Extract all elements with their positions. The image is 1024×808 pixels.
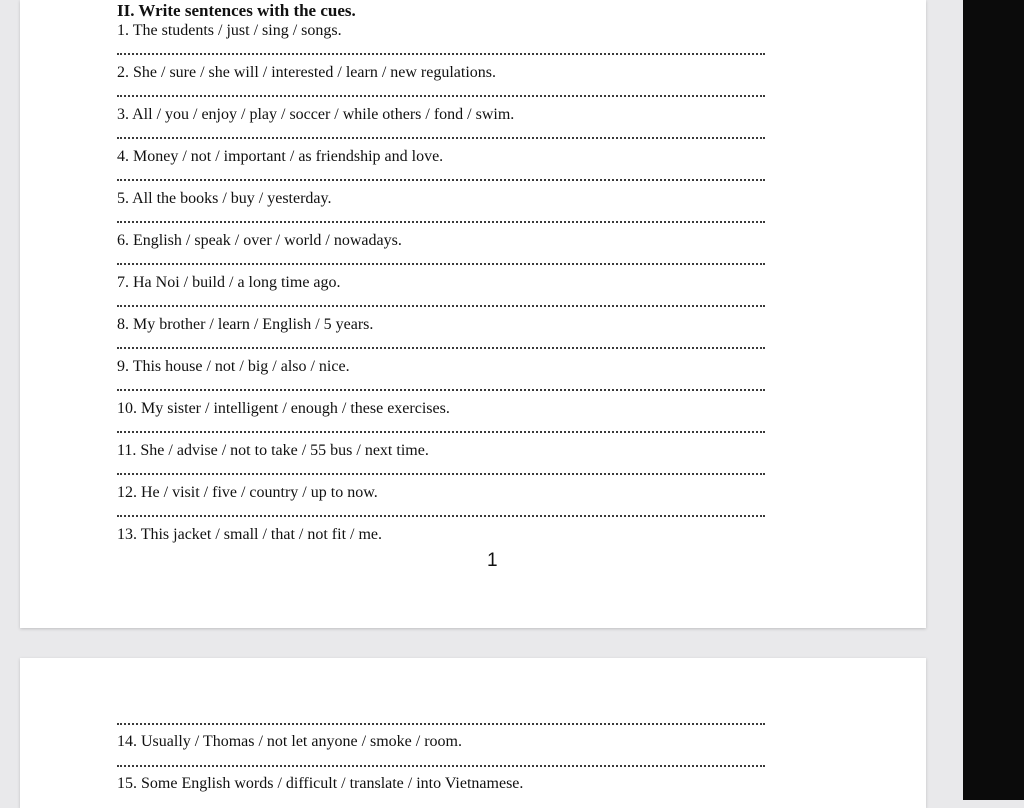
answer-line-12[interactable]: [117, 515, 765, 519]
answer-line-7[interactable]: [117, 305, 765, 309]
answer-line-8[interactable]: [117, 347, 765, 351]
exercise-item-15: 15. Some English words / difficult / translate / into Vietnamese.: [117, 775, 524, 792]
answer-line-1[interactable]: [117, 53, 765, 57]
answer-line-13[interactable]: [117, 723, 765, 727]
page-number: 1: [487, 550, 498, 571]
answer-line-11[interactable]: [117, 473, 765, 477]
answer-line-4[interactable]: [117, 179, 765, 183]
answer-line-3[interactable]: [117, 137, 765, 141]
exercise-item-10: 10. My sister / intelligent / enough / these exercises.: [117, 400, 450, 417]
exercise-item-2: 2. She / sure / she will / interested / learn / new regulations.: [117, 64, 497, 81]
section-heading: II. Write sentences with the cues.: [117, 1, 356, 20]
worksheet-page-2: [20, 658, 926, 808]
answer-line-2[interactable]: [117, 95, 765, 99]
exercise-item-1: 1. The students / just / sing / songs.: [117, 22, 342, 39]
exercise-item-4: 4. Money / not / important / as friendship and love.: [117, 148, 444, 165]
exercise-item-7: 7. Ha Noi / build / a long time ago.: [117, 274, 341, 291]
exercise-item-9: 9. This house / not / big / also / nice.: [117, 358, 350, 375]
answer-line-5[interactable]: [117, 221, 765, 225]
answer-line-10[interactable]: [117, 431, 765, 435]
exercise-item-3: 3. All / you / enjoy / play / soccer / while others / fond / swim.: [117, 106, 515, 123]
viewer-side-panel: [963, 0, 1024, 800]
exercise-item-5: 5. All the books / buy / yesterday.: [117, 190, 332, 207]
exercise-item-8: 8. My brother / learn / English / 5 years.: [117, 316, 374, 333]
answer-line-6[interactable]: [117, 263, 765, 267]
exercise-item-14: 14. Usually / Thomas / not let anyone / smoke / room.: [117, 733, 462, 750]
worksheet-page-1: [20, 0, 926, 628]
exercise-item-6: 6. English / speak / over / world / nowadays.: [117, 232, 402, 249]
answer-line-14[interactable]: [117, 765, 765, 769]
exercise-item-12: 12. He / visit / five / country / up to now.: [117, 484, 378, 501]
answer-line-9[interactable]: [117, 389, 765, 393]
exercise-item-13: 13. This jacket / small / that / not fit / me.: [117, 526, 382, 543]
exercise-item-11: 11. She / advise / not to take / 55 bus / next time.: [117, 442, 429, 459]
